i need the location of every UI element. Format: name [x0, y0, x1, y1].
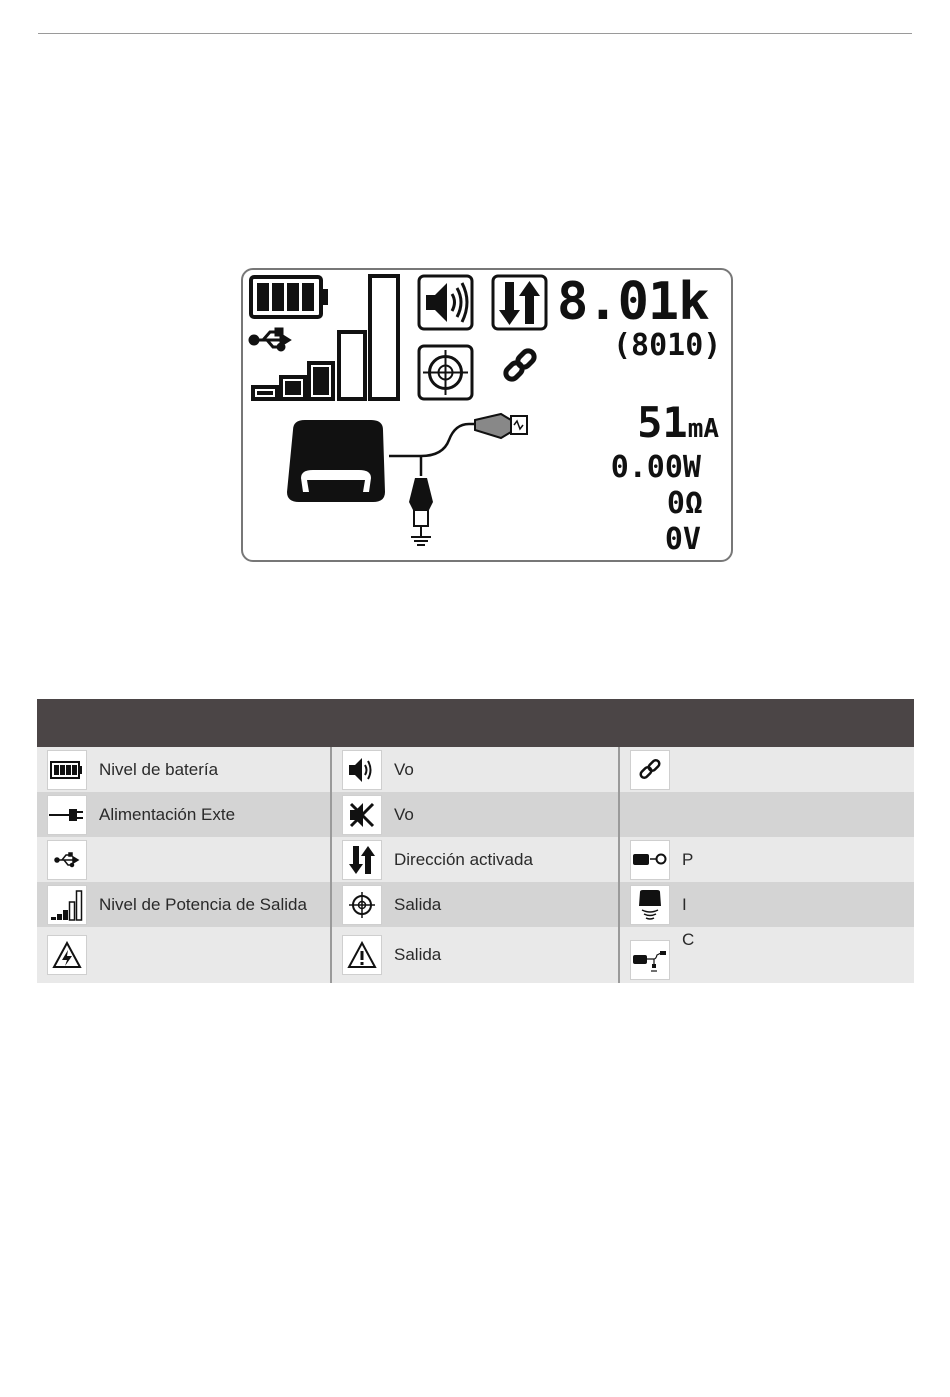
legend-label: Dirección activada	[394, 849, 533, 869]
warning-icon	[342, 935, 382, 975]
frequency-readout: 8.01k	[557, 272, 709, 332]
speaker-icon	[419, 276, 472, 329]
lcd-display	[241, 268, 733, 562]
current-readout	[637, 398, 719, 447]
table-row	[37, 747, 914, 792]
current-value: 51	[637, 398, 688, 447]
legend-label: Nivel de batería	[99, 759, 219, 779]
legend-label: I	[682, 894, 687, 914]
legend-label: Vo	[394, 804, 414, 824]
link-icon	[503, 348, 536, 381]
legend-label: Salida	[394, 945, 442, 964]
legend-label: P	[682, 849, 694, 869]
external-power-plug-icon	[47, 795, 87, 835]
direction-arrows-icon	[493, 276, 546, 329]
voltage-readout: 0V	[664, 522, 701, 557]
battery-icon	[47, 750, 87, 790]
transmitter-icon	[287, 420, 385, 502]
target-icon	[342, 885, 382, 925]
usb-icon	[47, 840, 87, 880]
resistance-readout: 0Ω	[666, 486, 703, 521]
speaker-muted-icon	[342, 795, 382, 835]
current-unit: mA	[687, 414, 719, 444]
table-row	[37, 837, 914, 882]
legend-header-cell	[37, 699, 331, 747]
table-row	[37, 882, 914, 927]
high-voltage-warning-icon	[47, 935, 87, 975]
header-rule	[38, 33, 912, 34]
clamp-connection-icon	[630, 840, 670, 880]
legend-label: Nivel de Potencia de Salida	[99, 894, 307, 914]
usb-icon	[250, 329, 289, 350]
target-icon	[419, 346, 472, 399]
legend-header-cell	[619, 699, 914, 747]
legend-label: Alimentación Exte	[99, 804, 236, 824]
frequency-raw-readout: (8010)	[613, 328, 722, 363]
battery-icon	[251, 277, 328, 317]
legend-label: Salida	[394, 894, 442, 914]
red-clip-icon	[475, 414, 527, 438]
ground-clip-icon	[409, 478, 433, 545]
legend-header-cell	[331, 699, 619, 747]
legend-label: Vo	[394, 759, 414, 779]
icon-legend-table	[37, 699, 914, 983]
direction-arrows-icon	[342, 840, 382, 880]
induction-icon	[630, 885, 670, 925]
direct-connection-icon	[630, 940, 670, 980]
link-icon	[630, 750, 670, 790]
power-readout: 0.00W	[610, 450, 701, 485]
table-row	[37, 792, 914, 837]
speaker-icon	[342, 750, 382, 790]
clip-cables	[389, 424, 475, 476]
legend-label: C	[682, 930, 695, 949]
table-row	[37, 927, 914, 983]
power-level-bars-icon	[47, 885, 87, 925]
